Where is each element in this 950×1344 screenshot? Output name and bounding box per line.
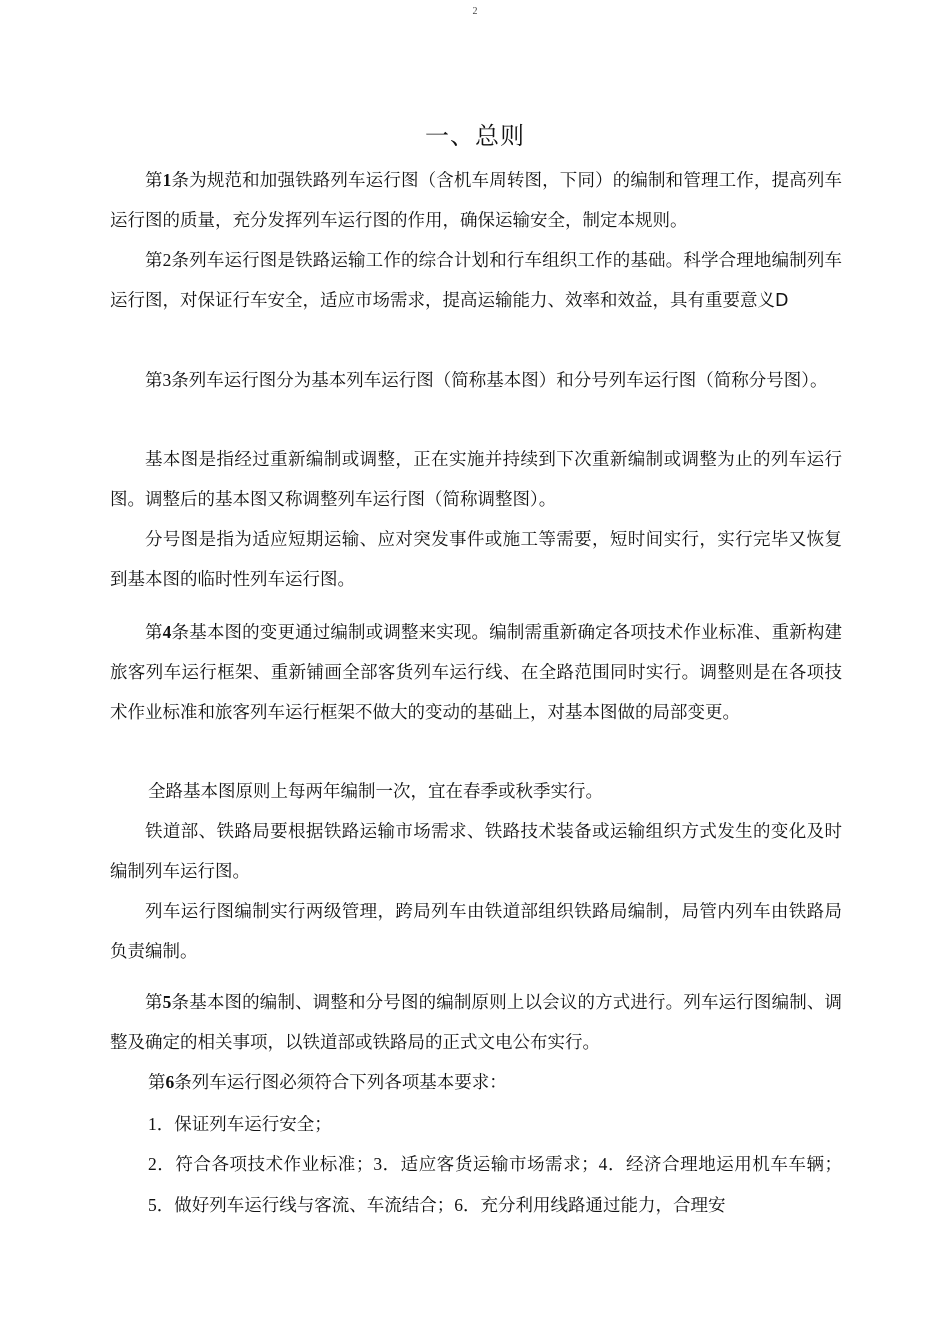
article-4-frequency: 全路基本图原则上每两年编制一次，宜在春季或秋季实行。 xyxy=(148,782,603,802)
article-4: 第4条基本图的变更通过编制或调整来实现。编制需重新确定各项技术作业标准、重新构建旅客列车运行框架、重新铺画全部客货列车运行线、在全路范围同时实行。调整则是在各项技术作业标准和旅客列车运行框架不做大的变动的基础上，对基本图做的局部变更。 xyxy=(110,622,843,723)
article-number: 6 xyxy=(165,1072,175,1092)
page-number: 2 xyxy=(472,6,478,17)
article-number: 2 xyxy=(162,250,172,270)
requirement-items-2-6: 2．符合各项技术作业标准；3．适应客货运输市场需求；4．经济合理地运用机车车辆；5．做好列车运行线与客流、车流结合；6．充分利用线路通过能力，合理安 xyxy=(148,1154,843,1216)
article-1: 第1条为规范和加强铁路列车运行图（含机车周转图，下同）的编制和管理工作，提高列车运行图的质量，充分发挥列车运行图的作用，确保运输安全，制定本规则。 xyxy=(110,170,843,231)
article-4-management: 列车运行图编制实行两级管理，跨局列车由铁道部组织铁路局编制，局管内列车由铁路局负责编制。 xyxy=(110,902,842,962)
article-number: 3 xyxy=(162,370,172,390)
requirement-item-1: 1．保证列车运行安全； xyxy=(148,1114,332,1135)
article-4-timely: 铁道部、铁路局要根据铁路运输市场需求、铁路技术装备或运输组织方式发生的变化及时编制列车运行图。 xyxy=(110,822,842,882)
article-number: 4 xyxy=(162,622,172,642)
article-3: 第3条列车运行图分为基本列车运行图（简称基本图）和分号列车运行图（简称分号图）。 xyxy=(145,370,828,391)
article-5: 第5条基本图的编制、调整和分号图的编制原则上以会议的方式进行。列车运行图编制、调整及确定的相关事项，以铁道部或铁路局的正式文电公布实行。 xyxy=(110,992,843,1053)
article-number: 5 xyxy=(162,992,172,1012)
article-2: 第2条列车运行图是铁路运输工作的综合计划和行车组织工作的基础。科学合理地编制列车运行图，对保证行车安全，适应市场需求，提高运输能力、效率和效益，具有重要意义D xyxy=(110,250,843,311)
article-3-sub-chart: 分号图是指为适应短期运输、应对突发事件或施工等需要，短时间实行，实行完毕又恢复到基本图的临时性列车运行图。 xyxy=(110,530,842,590)
section-heading: 一、总则 xyxy=(425,122,525,150)
article-number: 1 xyxy=(162,170,172,190)
article-6: 第6条列车运行图必须符合下列各项基本要求： xyxy=(148,1072,507,1093)
article-3-basic-chart: 基本图是指经过重新编制或调整，正在实施并持续到下次重新编制或调整为止的列车运行图。调整后的基本图又称调整列车运行图（简称调整图）。 xyxy=(110,450,842,510)
